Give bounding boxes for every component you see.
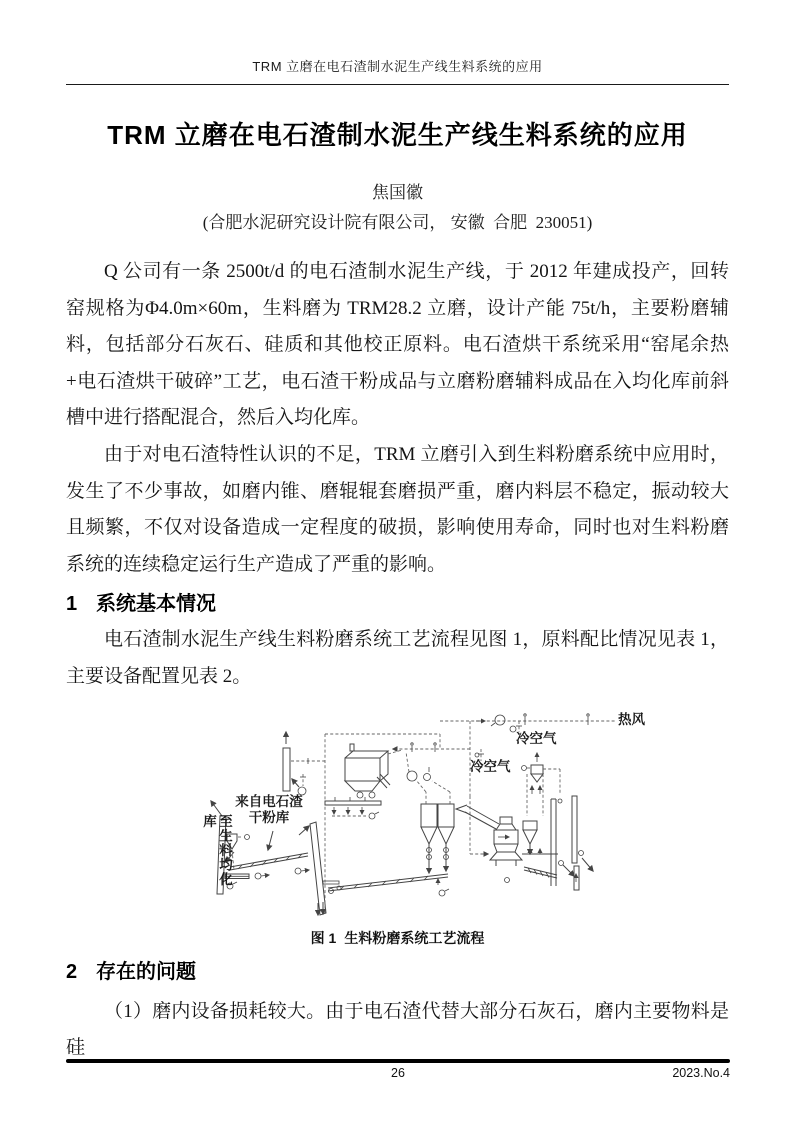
running-head: TRM 立磨在电石渣制水泥生产线生料系统的应用 bbox=[252, 59, 543, 74]
figure-caption bbox=[66, 928, 729, 948]
section-heading-2 bbox=[66, 957, 729, 987]
section-number: 2 bbox=[66, 960, 78, 983]
middle-riser bbox=[299, 822, 341, 915]
mill-feed-chute bbox=[456, 805, 499, 829]
footer-row bbox=[66, 1066, 730, 1082]
section-number: 1 bbox=[66, 593, 78, 616]
paragraph-problem-1: （1）磨内设备损耗较大。由于电石渣代替大部分石灰石，磨内主要物料是硅 bbox=[66, 1000, 729, 1059]
figure-caption-text: 生料粉磨系统工艺流程 bbox=[344, 929, 485, 946]
exhaust-stack bbox=[283, 732, 325, 795]
paragraph-problems-intro: 由于对电石渣特性认识的不足，TRM 立磨引入到生料粉磨系统中应用时，发生了不少事故，如磨内锥、磨辊辊套磨损严重，磨内料层不稳定，振动较大且频繁，不仅对设备造成一定程度的破损，影响使用寿命，同时也对生料粉磨系统的连续稳定运行生产造成了严重的影响。 bbox=[66, 443, 729, 575]
bottom-airslide bbox=[328, 874, 449, 896]
page-title: TRM 立磨在电石渣制水泥生产线生料系统的应用 bbox=[107, 120, 688, 150]
section-heading-1 bbox=[66, 589, 729, 619]
author-affiliation: (合肥水泥研究设计院有限公司， 安徽 合肥 230051) bbox=[202, 213, 593, 232]
page-number: 26 bbox=[391, 1066, 405, 1080]
weigh-hopper bbox=[325, 744, 402, 819]
vertical-roller-mill bbox=[490, 817, 522, 866]
label-cold-air-1: 冷空气 bbox=[516, 730, 557, 746]
process-flow-figure bbox=[150, 704, 662, 926]
label-cold-air-2: 冷空气 bbox=[470, 758, 511, 774]
paragraph-refs: 电石渣制水泥生产线生料粉磨系统工艺流程见图 1，原料配比情况见表 1，主要设备配置见表 2。 bbox=[66, 629, 729, 687]
section-label: 系统基本情况 bbox=[96, 593, 216, 616]
twin-cyclones bbox=[406, 752, 454, 873]
top-right-hopper bbox=[522, 753, 561, 816]
section-label: 存在的问题 bbox=[96, 960, 196, 983]
issue-number: 2023.No.4 bbox=[672, 1066, 730, 1080]
page-footer bbox=[66, 1059, 730, 1082]
carbide-slag-airslide bbox=[230, 831, 309, 879]
footer-rule bbox=[66, 1059, 730, 1063]
figure-caption-tag: 图 1 bbox=[310, 929, 337, 946]
header-rule bbox=[66, 84, 729, 85]
label-hot-wind: 热风 bbox=[618, 711, 645, 727]
label-to-homogenizing-silo: 至生料均化库 bbox=[201, 813, 232, 887]
paragraph-intro: Q 公司有一条 2500t/d 的电石渣制水泥生产线，于 2012 年建成投产，回转窑规格为Φ4.0m×60m，生料磨为 TRM28.2 立磨，设计产能 75t/h，主要粉磨辅料，包括部分石灰石、硅质和其他校正原料。电石渣烘干系统采用“窑尾余热+电石渣烘干破碎”工艺，电石渣干粉成品与立磨粉磨辅料成品在入均化库前斜槽中进行搭配混合，然后入均化库。 bbox=[66, 261, 729, 429]
label-from-carbide-silo: 来自电石渣干粉库 bbox=[235, 793, 303, 825]
author-name: 焦国徽 bbox=[372, 183, 423, 202]
